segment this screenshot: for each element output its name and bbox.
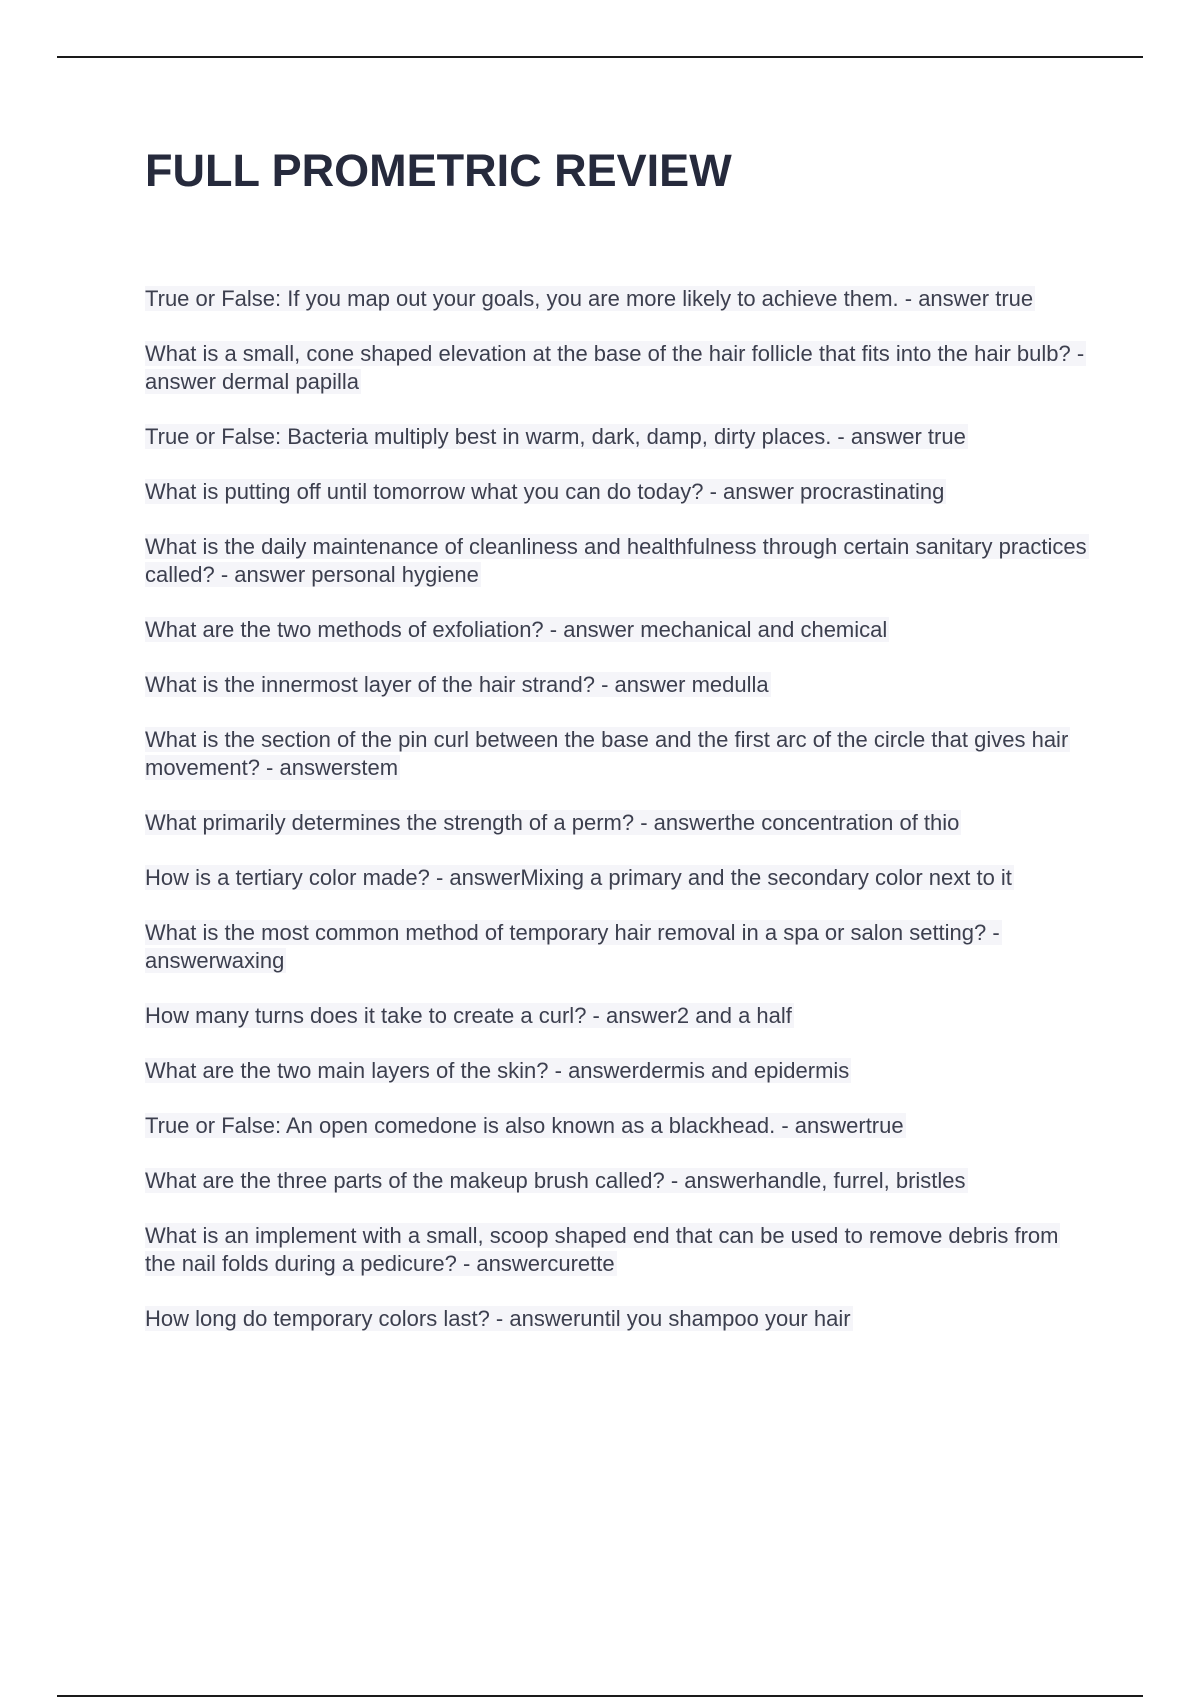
qa-item-3: [145, 423, 1090, 451]
qa-item-4: [145, 478, 1090, 506]
qa-text: How many turns does it take to create a curl? - answer2 and a half: [145, 1003, 792, 1028]
qa-item-2: [145, 340, 1090, 396]
qa-item-11: [145, 919, 1090, 975]
qa-text: What are the two main layers of the skin? - answerdermis and epidermis: [145, 1058, 850, 1083]
qa-item-7: [145, 671, 1090, 699]
qa-text: What primarily determines the strength of a perm? - answerthe concentration of thio: [145, 810, 960, 835]
page-title: FULL PROMETRIC REVIEW: [145, 145, 732, 196]
qa-item-14: [145, 1112, 1090, 1140]
qa-text: What is putting off until tomorrow what you can do today? - answer procrastinating: [145, 479, 945, 504]
bottom-divider: [57, 1695, 1143, 1697]
qa-text: What is an implement with a small, scoop shaped end that can be used to remove debris from the nail folds during a pedicure? - answercurette: [145, 1223, 1059, 1276]
qa-text: What is the most common method of temporary hair removal in a spa or salon setting? - answerwaxing: [145, 920, 1000, 973]
qa-item-13: [145, 1057, 1090, 1085]
qa-text: What is the innermost layer of the hair strand? - answer medulla: [145, 672, 769, 697]
qa-item-6: [145, 616, 1090, 644]
qa-text: What are the two methods of exfoliation? - answer mechanical and chemical: [145, 617, 888, 642]
qa-text: What is the section of the pin curl between the base and the first arc of the circle that gives hair movement? - answerstem: [145, 727, 1069, 780]
qa-text: What is the daily maintenance of cleanliness and healthfulness through certain sanitary practices called? - answer personal hygiene: [145, 534, 1087, 587]
qa-text: How is a tertiary color made? - answerMixing a primary and the secondary color next to it: [145, 865, 1012, 890]
qa-item-5: [145, 533, 1090, 589]
qa-item-9: [145, 809, 1090, 837]
qa-text: True or False: An open comedone is also known as a blackhead. - answertrue: [145, 1113, 904, 1138]
qa-item-1: [145, 285, 1090, 313]
qa-item-16: [145, 1222, 1090, 1278]
qa-item-12: [145, 1002, 1090, 1030]
qa-text: True or False: Bacteria multiply best in warm, dark, damp, dirty places. - answer true: [145, 424, 966, 449]
qa-item-15: [145, 1167, 1090, 1195]
qa-text: How long do temporary colors last? - answeruntil you shampoo your hair: [145, 1306, 851, 1331]
top-divider: [57, 56, 1143, 58]
qa-text: What are the three parts of the makeup brush called? - answerhandle, furrel, bristles: [145, 1168, 966, 1193]
qa-item-8: [145, 726, 1090, 782]
qa-text: True or False: If you map out your goals, you are more likely to achieve them. - answer true: [145, 286, 1034, 311]
qa-item-10: [145, 864, 1090, 892]
qa-text: What is a small, cone shaped elevation at the base of the hair follicle that fits into the hair bulb? - answer dermal papilla: [145, 341, 1085, 394]
qa-item-17: [145, 1305, 1090, 1333]
qa-list: [145, 285, 1090, 1360]
